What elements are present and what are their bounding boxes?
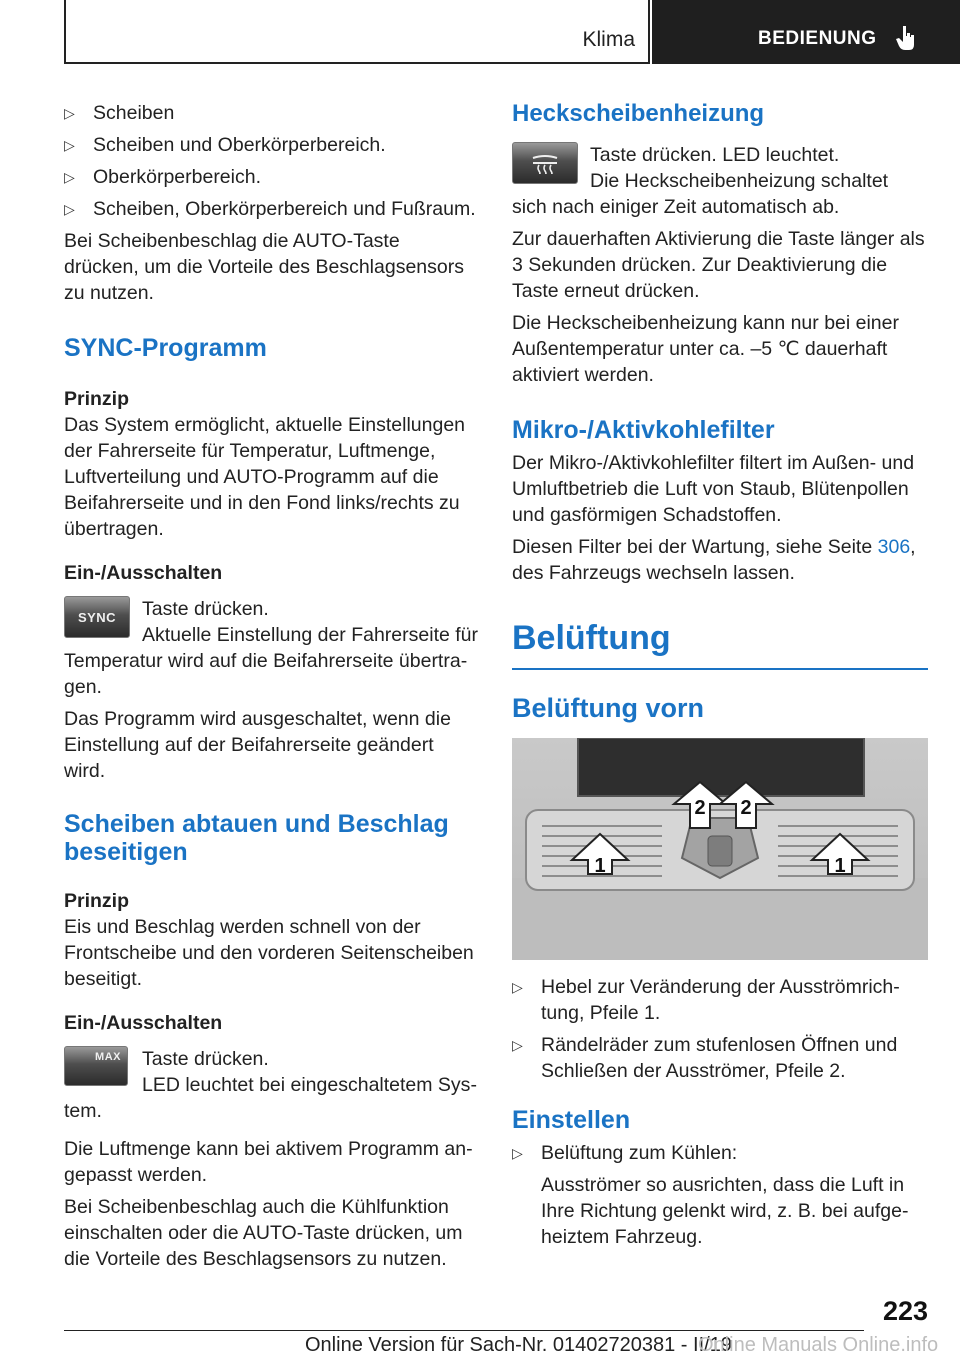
sync-principle-heading: Prinzip xyxy=(64,388,130,410)
rear-heat-para1: Zur dauerhaften Aktivierung die Taste länger als 3 Sekunden drücken. Zur Deaktivierung die Taste erneut drücken. xyxy=(512,228,925,302)
rear-heat-para2: Die Heckscheibenheizung kann nur bei einer Außentemperatur unter ca. –5 ℃ dauerhaft aktiviert werden. xyxy=(512,312,899,386)
defrost-note2: Bei Scheibenbeschlag auch die Kühlfunktion einschalten oder die AUTO-Taste drücken, um die Vorteile des Beschlagsensors zu nutzen. xyxy=(64,1196,463,1270)
defrost-principle-text: Eis und Beschlag werden schnell von der Frontscheibe und den vorderen Seitenscheiben beseitigt. xyxy=(64,916,474,990)
bullet-triangle-icon: ▷ xyxy=(64,137,75,153)
header-border-right xyxy=(648,0,650,64)
sync-button-icon: SYNC xyxy=(64,596,130,638)
list-item: ▷ Scheiben, Oberkörperbereich und Fußraum. xyxy=(64,198,476,220)
rear-heat-step2: Die Heckscheibenheizung schaltet sich nach einiger Zeit automatisch ab. xyxy=(512,170,889,218)
rear-heat-heading: Heckscheibenheizung xyxy=(512,100,765,127)
defrost-heading: Scheiben abtauen und Beschlag beseitigen xyxy=(64,810,449,866)
bullet-triangle-icon: ▷ xyxy=(512,979,523,995)
sync-onoff-heading: Ein-/Ausschalten xyxy=(64,562,223,584)
filter-para1: Der Mikro-/Aktivkohlefilter filtert im Außen- und Umluftbetrieb die Luft von Staub, Blütenpollen und gasförmigen Schadstoffen. xyxy=(512,452,915,526)
left-column xyxy=(64,100,478,1272)
page-link[interactable]: 306 xyxy=(877,536,911,558)
list-item: ▷ Oberkörperbereich. xyxy=(64,166,261,188)
defrost-note1: Die Luftmenge kann bei aktivem Programm angepasst werden. xyxy=(64,1138,473,1186)
list-item: ▷ Scheiben und Oberkörperbereich. xyxy=(64,134,386,156)
filter-para2: Diesen Filter bei der Wartung, siehe Seite 306, des Fahrzeugs wechseln lassen. xyxy=(512,536,916,584)
bullet-triangle-icon: ▷ xyxy=(64,169,75,185)
sync-step xyxy=(64,596,478,648)
sync-principle-text: Das System ermöglicht, aktuelle Einstellungen der Fahrerseite für Temperatur, Luftmenge, Luftverteilung und AUTO-Programm auf die Beifahrerseite und in den Fond links/rechts zu übertragen. xyxy=(64,414,466,540)
heading-rule xyxy=(512,668,928,670)
list-item: ▷ Hebel zur Veränderung der Ausströmrichtung, Pfeile 1. xyxy=(512,976,900,1024)
defrost-step2: LED leuchtet bei eingeschaltetem System. xyxy=(64,1074,477,1122)
figure-label-2: 2 xyxy=(740,797,752,819)
section-title: Klima xyxy=(582,28,635,51)
bullet-triangle-icon: ▷ xyxy=(512,1145,523,1161)
figure-label-1: 1 xyxy=(594,855,606,877)
defrost-step xyxy=(64,1046,478,1098)
hand-pointing-icon xyxy=(894,24,918,57)
rear-window-heating-button-icon xyxy=(512,142,578,184)
watermark: Online Manuals Online.info xyxy=(698,1334,939,1356)
ventilation-front-heading: Belüftung vorn xyxy=(512,693,704,723)
front-vents-figure xyxy=(512,738,928,960)
list-item: ▷ Rändelräder zum stufenlosen Öffnen und Schließen der Ausströmer, Pfeile 2. xyxy=(512,1034,898,1082)
ventilation-heading: Belüftung xyxy=(512,619,671,657)
bullet-triangle-icon: ▷ xyxy=(512,1037,523,1053)
right-column xyxy=(512,100,928,1250)
max-defrost-button-icon xyxy=(64,1046,128,1086)
footer-text: Online Version für Sach-Nr. 01402720381 - II/19 xyxy=(305,1334,732,1356)
adjust-text: Ausströmer so ausrichten, dass die Luft in Ihre Richtung gelenkt wird, z. B. bei aufgeheiztem Fahrzeug. xyxy=(541,1174,909,1248)
defrost-onoff-heading: Ein-/Ausschalten xyxy=(64,1012,223,1034)
sync-note: Das Programm wird ausgeschaltet, wenn die Einstellung auf der Beifahrerseite geändert wird. xyxy=(64,708,451,782)
rear-heat-step xyxy=(512,142,928,194)
max-label: MAX xyxy=(95,1051,121,1063)
rear-window-heating-icon xyxy=(530,152,560,174)
figure-label-1: 1 xyxy=(834,855,846,877)
bullet-triangle-icon: ▷ xyxy=(64,105,75,121)
list-item: ▷ Belüftung zum Kühlen: xyxy=(512,1142,738,1164)
bullet-triangle-icon: ▷ xyxy=(64,201,75,217)
list-item: ▷ Scheiben xyxy=(64,102,175,124)
header-rule xyxy=(64,62,650,64)
defrost-principle-heading: Prinzip xyxy=(64,890,130,912)
sync-step1: Taste drücken. xyxy=(142,598,269,620)
header-border-left xyxy=(64,0,66,64)
chapter-tab-label: BEDIENUNG xyxy=(758,28,877,49)
sync-step2: Aktuelle Einstellung der Fahrerseite für Temperatur wird auf die Beifahrerseite übertragen. xyxy=(64,624,479,698)
adjust-heading: Einstellen xyxy=(512,1106,631,1134)
figure-label-2: 2 xyxy=(694,797,706,819)
rear-heat-step1: Taste drücken. LED leuchtet. xyxy=(590,144,840,166)
intro-note: Bei Scheibenbeschlag die AUTO-Taste drücken, um die Vorteile des Beschlagsensors zu nutzen. xyxy=(64,230,464,304)
chapter-tab[interactable] xyxy=(652,0,960,64)
page-number: 223 xyxy=(882,1296,928,1326)
defrost-step1: Taste drücken. xyxy=(142,1048,269,1070)
filter-heading: Mikro-/Aktivkohlefilter xyxy=(512,416,775,444)
footer-rule xyxy=(64,1330,864,1331)
sync-heading: SYNC-Programm xyxy=(64,334,267,362)
